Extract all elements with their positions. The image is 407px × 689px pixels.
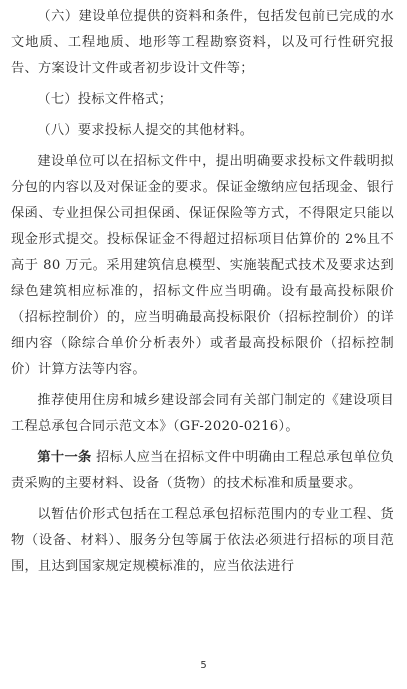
- article-11-heading: 第十一条: [37, 450, 92, 465]
- article-11-body: 招标人应当在招标文件中明确由工程总承包单位负责采购的主要材料、设备（货物）的技术标准和质量要求。: [11, 450, 394, 491]
- provisional-sum-paragraph: 以暂估价形式包括在工程总承包招标范围内的专业工程、货物（设备、材料）、服务分包等属于依法必须进行招标的项目范围，且达到国家规定规模标准的，应当依法进行: [11, 507, 394, 574]
- item-seven-paragraph: （七）投标文件格式；: [37, 92, 173, 107]
- contract-template-paragraph: 推荐使用住房和城乡建设部会同有关部门制定的《建设项目工程总承包合同示范文本》（GF-2020-0216）。: [11, 393, 394, 434]
- document-body: [11, 4, 394, 580]
- item-six-paragraph: （六）建设单位提供的资料和条件，包括发包前已完成的水文地质、工程地质、地形等工程勘察资料，以及可行性研究报告、方案设计文件或者初步设计文件等；: [11, 9, 394, 76]
- page-number: 5: [200, 660, 207, 671]
- bid-requirements-paragraph: 建设单位可以在招标文件中，提出明确要求投标文件载明拟分包的内容以及对保证金的要求。保证金缴纳应包括现金、银行保函、专业担保公司担保函、保证保险等方式，不得限定只能以现金形式提交。投标保证金不得超过招标项目估算价的 2%且不高于 80 万元。采用建筑信息模型、实施装配式技术及要求达到绿色建筑相应标准的，招标文件应当明确。设有最高投标限价（招标控制价）的，应当明确最高投标限价（招标控制价）的详细内容（除综合单价分析表外）或者最高投标限价（招标控制价）计算方法等内容。: [11, 154, 394, 377]
- article-11-paragraph: [11, 445, 394, 497]
- item-eight-paragraph: （八）要求投标人提交的其他材料。: [37, 123, 254, 138]
